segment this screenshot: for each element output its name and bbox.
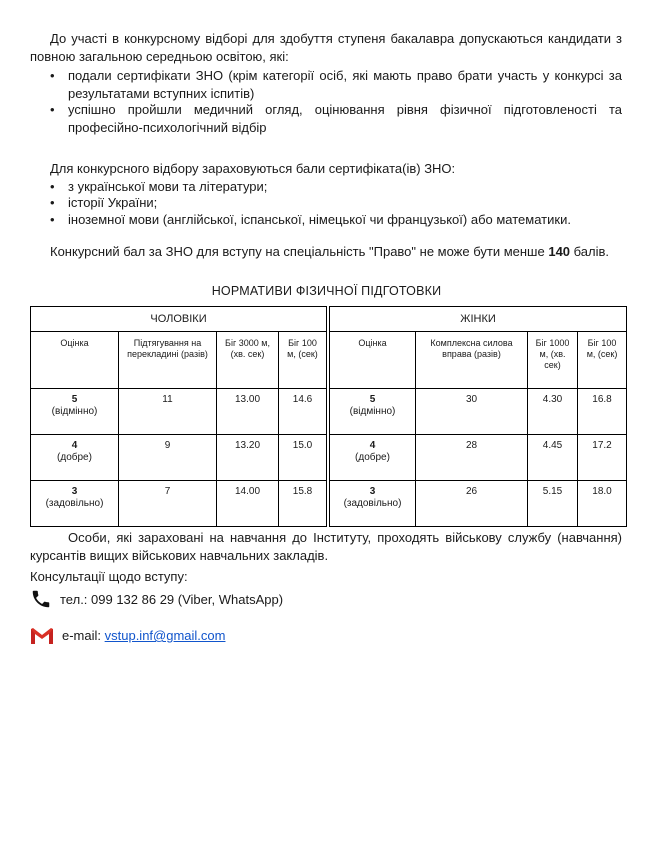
women-run100-cell: 16.8 <box>578 389 627 435</box>
intro-bullet-2-text: успішно пройшли медичний огляд, оцінювання рівня фізичної підготовленості та професійно-психологічний відбір <box>68 102 622 135</box>
women-strength-cell: 28 <box>416 435 528 481</box>
women-col-run100: Біг 100 м, (сек) <box>578 332 627 389</box>
score-value: 140 <box>548 244 571 259</box>
men-run100-cell: 15.8 <box>279 481 327 527</box>
men-pullups-cell: 11 <box>119 389 217 435</box>
zno-bullet-2-text: історії України; <box>68 195 158 210</box>
phone-icon <box>30 588 52 610</box>
men-col-pullups: Підтягування на перекладині (разів) <box>119 332 217 389</box>
women-col-grade: Оцінка <box>330 332 416 389</box>
bullet-dot: • <box>50 195 55 210</box>
email-link[interactable]: vstup.inf@gmail.com <box>104 628 226 643</box>
women-header: ЖІНКИ <box>330 307 627 332</box>
bullet-dot: • <box>50 68 55 83</box>
zno-bullet-1-text: з української мови та літератури; <box>68 179 268 194</box>
table-row <box>31 389 627 435</box>
bullet-dot: • <box>50 102 55 117</box>
women-run1000-cell: 5.15 <box>528 481 578 527</box>
men-header: ЧОЛОВІКИ <box>31 307 327 332</box>
men-pullups-cell: 9 <box>119 435 217 481</box>
table-subheader-row <box>31 332 627 389</box>
men-run3000-cell: 14.00 <box>217 481 279 527</box>
men-col-grade: Оцінка <box>31 332 119 389</box>
intro-bullet-1-text: подали сертифікати ЗНО (крім категорії осіб, які мають право брати участь у конкурсі за результатами вступних іспитів) <box>68 68 622 101</box>
men-pullups-cell: 7 <box>119 481 217 527</box>
zno-bullet-3-text: іноземної мови (англійської, іспанської, німецької чи французької) або математики. <box>68 212 571 227</box>
table-header-row <box>31 307 627 332</box>
men-run3000-cell: 13.20 <box>217 435 279 481</box>
women-run100-cell: 17.2 <box>578 435 627 481</box>
men-grade-cell: 4 (добре) <box>31 435 119 481</box>
men-grade-cell: 3 (задовільно) <box>31 481 119 527</box>
contacts-heading: Консультації щодо вступу: <box>30 569 188 584</box>
men-run100-cell: 14.6 <box>279 389 327 435</box>
email-label: e-mail: <box>62 628 105 643</box>
score-line <box>50 243 630 261</box>
email-row <box>62 627 225 645</box>
women-col-run1000: Біг 1000 м, (хв. сек) <box>528 332 578 389</box>
intro-paragraph: До участі в конкурсному відборі для здобуття ступеня бакалавра допускаються кандидати з повною загальною середньою освітою, які: <box>30 31 622 64</box>
score-text-before: Конкурсний бал за ЗНО для вступу на спеціальність "Право" не може бути менше <box>50 244 549 259</box>
bullet-dot: • <box>50 212 55 227</box>
men-grade-cell: 5 (відмінно) <box>31 389 119 435</box>
men-run3000-cell: 13.00 <box>217 389 279 435</box>
table-row <box>31 481 627 527</box>
women-grade-cell: 5 (відмінно) <box>330 389 416 435</box>
women-run1000-cell: 4.30 <box>528 389 578 435</box>
women-grade-cell: 3 (задовільно) <box>330 481 416 527</box>
military-paragraph: Особи, які зараховані на навчання до Інституту, проходять військову службу (навчання) курсантів вищих військових навчальних закладів. <box>30 530 622 563</box>
women-run100-cell: 18.0 <box>578 481 627 527</box>
women-grade-cell: 4 (добре) <box>330 435 416 481</box>
women-strength-cell: 26 <box>416 481 528 527</box>
score-text-after: балів. <box>570 244 610 259</box>
bullet-dot: • <box>50 179 55 194</box>
gmail-icon <box>30 627 54 645</box>
zno-paragraph: Для конкурсного відбору зараховуються бали сертифіката(ів) ЗНО: <box>50 161 456 176</box>
women-strength-cell: 30 <box>416 389 528 435</box>
norms-title: НОРМАТИВИ ФІЗИЧНОЇ ПІДГОТОВКИ <box>211 284 442 298</box>
men-col-run3000: Біг 3000 м, (хв. сек) <box>217 332 279 389</box>
phone-text: тел.: 099 132 86 29 (Viber, WhatsApp) <box>60 592 284 607</box>
table-row <box>31 435 627 481</box>
men-col-run100: Біг 100 м, (сек) <box>279 332 327 389</box>
men-run100-cell: 15.0 <box>279 435 327 481</box>
women-col-strength: Комплексна силова вправа (разів) <box>416 332 528 389</box>
norms-table <box>30 306 627 527</box>
women-run1000-cell: 4.45 <box>528 435 578 481</box>
